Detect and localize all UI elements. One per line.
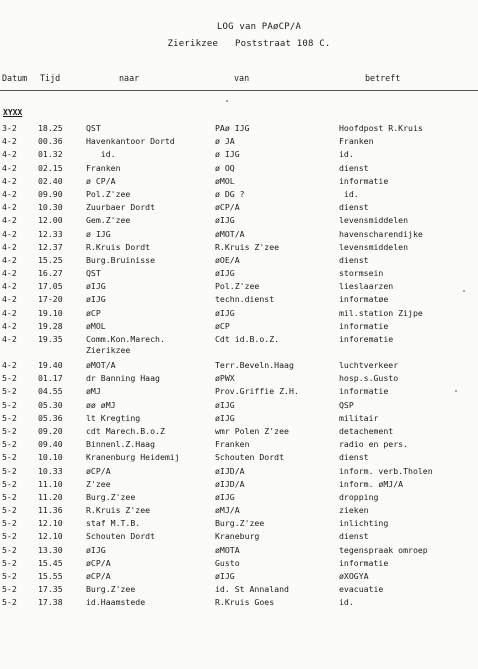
cell-betreft: evacuatie	[339, 584, 384, 595]
cell-van: øIJG	[215, 571, 235, 581]
cell-betreft: havenscharendijke	[339, 228, 423, 239]
cell-datum: 5-2	[2, 478, 17, 489]
cell-datum: 5-2	[2, 439, 17, 450]
cell-tijd: 09.40	[38, 439, 63, 450]
cell-naar: Binnenl.Z.Haag	[86, 439, 156, 450]
cell-naar: øIJG	[86, 294, 106, 305]
cell-naar: Burg.Z'zee	[86, 491, 136, 502]
log-row	[0, 175, 478, 188]
cell-naar: Zuurbaer Dordt	[86, 202, 156, 213]
cell-betreft: informatie	[339, 175, 389, 186]
cell-van: øMJ/A	[215, 505, 240, 516]
cell-naar: øMOL	[86, 320, 106, 331]
cell-naar: ø IJG	[86, 228, 111, 239]
cell-betreft: levensmiddelen	[339, 215, 409, 226]
cell-datum: 3-2	[2, 123, 17, 133]
cell-tijd: 12.10	[38, 518, 63, 529]
cell-datum: 5-2	[2, 531, 17, 542]
cell-van: wmr Polen Z'zee	[215, 425, 289, 436]
column-header-van: van	[234, 73, 250, 83]
cell-betreft: informatøe	[339, 294, 389, 305]
cell-tijd: 19.35	[38, 334, 63, 344]
cell-betreft: dienst	[339, 254, 369, 265]
cell-van: øCP/A	[215, 202, 240, 213]
cell-van: øOE/A	[215, 254, 240, 265]
cell-naar: dr Banning Haag	[86, 373, 160, 384]
cell-betreft: dienst	[339, 531, 369, 542]
cell-datum: 5-2	[2, 491, 17, 502]
cell-datum: 5-2	[2, 373, 17, 384]
cell-tijd: 13.30	[38, 544, 63, 555]
cell-betreft: hosp.s.Gusto	[339, 373, 399, 384]
cell-van: øMOT/A	[215, 228, 245, 239]
cell-datum: 5-2	[2, 452, 17, 463]
cell-naar: Burg.Z'zee	[86, 584, 136, 595]
cell-tijd: 12.37	[38, 241, 63, 252]
cell-betreft: radio en pers.	[339, 439, 409, 450]
column-header-betreft: betreft	[365, 73, 401, 83]
cell-betreft: inform. øMJ/A	[339, 478, 404, 489]
cell-van: R.Kruis Z'zee	[215, 241, 280, 252]
cell-tijd: 15.25	[38, 254, 63, 265]
log-row	[0, 596, 478, 609]
cell-datum: 4-2	[2, 294, 17, 305]
cell-betreft: levensmiddelen	[339, 241, 409, 252]
cell-van: techn.dienst	[215, 294, 275, 305]
cell-betreft: zieken	[339, 505, 369, 516]
cell-naar: Gem.Z'zee	[86, 215, 131, 226]
cell-betreft: id.	[339, 188, 359, 199]
cell-naar: Burg.Bruinisse	[86, 254, 156, 265]
cell-naar: id.Haamstede	[86, 597, 146, 608]
cell-datum: 5-2	[2, 518, 17, 529]
cell-tijd: 12.33	[38, 228, 63, 239]
cell-datum: 4-2	[2, 307, 17, 318]
cell-tijd: 10.33	[38, 465, 63, 476]
cell-van: Gusto	[215, 557, 240, 568]
cell-datum: 5-2	[2, 597, 17, 608]
cell-betreft: Franken	[339, 136, 374, 147]
cell-van: øIJG	[215, 491, 235, 502]
log-row	[0, 557, 478, 570]
cell-naar: øCP	[86, 307, 101, 318]
cell-datum: 5-2	[2, 412, 17, 423]
log-row	[0, 254, 478, 267]
cell-van: Franken	[215, 439, 250, 450]
cell-datum: 4-2	[2, 281, 17, 292]
cell-naar: Kranenburg Heidemij	[86, 452, 180, 463]
log-row	[0, 530, 478, 543]
cell-datum: 4-2	[2, 254, 17, 265]
cell-datum: 4-2	[2, 320, 17, 331]
cell-tijd: 17.38	[38, 597, 63, 608]
column-header-tijd: Tijd	[40, 73, 61, 83]
cell-datum: 4-2	[2, 241, 17, 252]
log-title: LOG van PAøCP/A	[216, 22, 302, 32]
cell-tijd: 09.90	[38, 188, 63, 199]
log-rows	[0, 122, 478, 610]
cell-tijd: 12.10	[38, 531, 63, 542]
cell-naar: Schouten Dordt	[86, 531, 156, 542]
cell-tijd: 19.28	[38, 320, 63, 331]
cell-tijd: 17.35	[38, 584, 63, 595]
cell-van: øIJD/A	[215, 465, 245, 476]
cell-naar: øø øMJ	[86, 399, 116, 410]
cell-datum: 4-2	[2, 149, 17, 160]
cell-betreft: Hoofdpost R.Kruis	[339, 123, 423, 133]
cell-naar: øIJG	[86, 544, 106, 555]
cell-naar-line2: Zierikzee	[86, 345, 131, 355]
cell-van: øCP	[215, 320, 230, 331]
log-row	[0, 544, 478, 557]
cell-betreft: detachement	[339, 425, 394, 436]
cell-betreft: informatie	[339, 386, 389, 397]
cell-betreft: dienst	[339, 452, 369, 463]
cell-tijd: 18.25	[38, 123, 63, 133]
log-row	[0, 135, 478, 148]
log-row	[0, 451, 478, 464]
log-row	[0, 570, 478, 583]
cell-naar: Comm.Kon.Marech.	[86, 334, 165, 344]
cell-naar: øCP/A	[86, 465, 111, 476]
cell-naar: QST	[86, 268, 101, 279]
log-row	[0, 201, 478, 214]
cell-van: Terr.Beveln.Haag	[215, 360, 294, 370]
cell-datum: 5-2	[2, 557, 17, 568]
cell-van: øIJG	[215, 399, 235, 410]
cell-datum: 4-2	[2, 202, 17, 213]
log-row	[0, 122, 478, 135]
cell-tijd: 19.10	[38, 307, 63, 318]
cell-naar: Pol.Z'zee	[86, 188, 131, 199]
log-address: Zierikzee Poststraat 108 C.	[167, 39, 331, 49]
cell-tijd: 15.55	[38, 571, 63, 581]
cell-betreft: informatie	[339, 320, 389, 331]
cell-van: Prov.Griffie Z.H.	[215, 386, 299, 397]
cell-van: øIJG	[215, 307, 235, 318]
cell-tijd: 19.40	[38, 360, 63, 370]
cell-betreft: lieslaarzen	[339, 281, 394, 292]
cell-datum: 5-2	[2, 425, 17, 436]
cell-datum: 5-2	[2, 584, 17, 595]
cell-tijd: 10.30	[38, 202, 63, 213]
cell-van: øIJG	[215, 268, 235, 279]
log-row	[0, 148, 478, 161]
cell-van: Cdt id.B.o.Z.	[215, 334, 280, 344]
log-row	[0, 517, 478, 530]
cell-van: PAø IJG	[215, 123, 250, 133]
cell-datum: 5-2	[2, 399, 17, 410]
cell-betreft: luchtverkeer	[339, 360, 399, 370]
log-row	[0, 438, 478, 451]
cell-tijd: 05.30	[38, 399, 63, 410]
cell-naar: lt Kregting	[86, 412, 141, 423]
cell-datum: 4-2	[2, 188, 17, 199]
cell-tijd: 11.20	[38, 491, 63, 502]
cell-van: ø DG ?	[215, 188, 245, 199]
log-row	[0, 372, 478, 385]
cell-betreft: inforematie	[339, 334, 394, 344]
log-row	[0, 333, 478, 359]
log-row	[0, 267, 478, 280]
cell-tijd: 02.40	[38, 175, 63, 186]
cell-tijd: 00.36	[38, 136, 63, 147]
cell-naar: QST	[86, 123, 101, 133]
cell-naar: cdt Marech.B.o.Z	[86, 425, 165, 436]
cell-naar: Z'zee	[86, 478, 111, 489]
log-row	[0, 491, 478, 504]
cell-naar: R.Kruis Dordt	[86, 241, 151, 252]
cell-datum: 5-2	[2, 571, 17, 581]
log-row	[0, 320, 478, 333]
cell-naar: id.	[86, 149, 116, 160]
cell-betreft: id.	[339, 149, 354, 160]
cell-van: øIJG	[215, 215, 235, 226]
cell-naar: staf M.T.B.	[86, 518, 141, 529]
log-row	[0, 425, 478, 438]
cell-tijd: 05.36	[38, 412, 63, 423]
log-row	[0, 412, 478, 425]
paper-speck	[463, 290, 465, 292]
log-row	[0, 241, 478, 254]
cell-betreft: stormsein	[339, 268, 384, 279]
cell-tijd: 11.10	[38, 478, 63, 489]
cell-naar: ø CP/A	[86, 175, 116, 186]
cell-datum: 4-2	[2, 334, 17, 344]
cell-tijd: 15.45	[38, 557, 63, 568]
log-row	[0, 504, 478, 517]
cell-van: ø OQ	[215, 162, 235, 173]
cell-naar: Franken	[86, 162, 121, 173]
cell-tijd: 17-20	[38, 294, 63, 305]
log-row	[0, 188, 478, 201]
cell-naar: øMJ	[86, 386, 101, 397]
log-row	[0, 162, 478, 175]
log-row	[0, 359, 478, 372]
cell-betreft: id.	[339, 597, 354, 608]
cell-naar: R.Kruis Z'zee	[86, 505, 151, 516]
cell-van: Kraneburg	[215, 531, 260, 542]
cell-naar: øCP/A	[86, 571, 111, 581]
column-header-datum: Datum	[2, 73, 28, 83]
cell-betreft: øXOGYA	[339, 571, 369, 581]
log-row	[0, 465, 478, 478]
cell-datum: 4-2	[2, 136, 17, 147]
cell-tijd: 04.55	[38, 386, 63, 397]
cell-naar: Havenkantoor Dortd	[86, 136, 175, 147]
cell-naar: øMOT/A	[86, 360, 116, 370]
cell-datum: 5-2	[2, 465, 17, 476]
log-row	[0, 307, 478, 320]
cell-tijd: 16.27	[38, 268, 63, 279]
log-row	[0, 583, 478, 596]
cell-tijd: 02.15	[38, 162, 63, 173]
cell-datum: 4-2	[2, 175, 17, 186]
log-row	[0, 280, 478, 293]
cell-tijd: 01.32	[38, 149, 63, 160]
cell-datum: 4-2	[2, 215, 17, 226]
log-row	[0, 385, 478, 398]
log-row	[0, 214, 478, 227]
cell-betreft: QSP	[339, 399, 354, 410]
paper-speck	[226, 100, 228, 102]
cell-van: øIJG	[215, 412, 235, 423]
cell-betreft: inform. verb.Tholen	[339, 465, 433, 476]
cell-tijd: 11.36	[38, 505, 63, 516]
cell-betreft: tegenspraak omroep	[339, 544, 428, 555]
log-row	[0, 478, 478, 491]
paper-speck	[455, 390, 457, 392]
cell-van: øPWX	[215, 373, 235, 384]
cell-betreft: dienst	[339, 202, 369, 213]
cell-van: Schouten Dordt	[215, 452, 285, 463]
cell-betreft: militair	[339, 412, 379, 423]
cell-betreft: dropping	[339, 491, 379, 502]
cell-datum: 4-2	[2, 228, 17, 239]
cell-tijd: 01.17	[38, 373, 63, 384]
cell-van: R.Kruis Goes	[215, 597, 275, 608]
cell-tijd: 17.05	[38, 281, 63, 292]
cell-van: ø IJG	[215, 149, 240, 160]
cell-betreft: mil.station Zijpe	[339, 307, 423, 318]
cell-van: ø JA	[215, 136, 235, 147]
cell-datum: 5-2	[2, 544, 17, 555]
column-header-naar: naar	[119, 73, 140, 83]
cell-tijd: 10.10	[38, 452, 63, 463]
cell-datum: 4-2	[2, 162, 17, 173]
cell-betreft: dienst	[339, 162, 369, 173]
log-row	[0, 399, 478, 412]
cell-van: øIJD/A	[215, 478, 245, 489]
cell-datum: 4-2	[2, 360, 17, 370]
cell-van: Pol.Z'zee	[215, 281, 260, 292]
header-rule	[0, 90, 478, 91]
cell-naar: øCP/A	[86, 557, 111, 568]
cell-van: øMOTA	[215, 544, 240, 555]
section-mark: XYXX	[3, 108, 23, 117]
cell-naar: øIJG	[86, 281, 106, 292]
cell-datum: 5-2	[2, 386, 17, 397]
cell-van: Burg.Z'zee	[215, 518, 265, 529]
cell-datum: 5-2	[2, 505, 17, 516]
cell-van: øMOL	[215, 175, 235, 186]
cell-tijd: 12.00	[38, 215, 63, 226]
cell-betreft: inlichting	[339, 518, 389, 529]
log-row	[0, 228, 478, 241]
cell-betreft: informatie	[339, 557, 389, 568]
cell-van: id. St Annaland	[215, 584, 289, 595]
log-row	[0, 293, 478, 306]
cell-datum: 4-2	[2, 268, 17, 279]
cell-tijd: 09.20	[38, 425, 63, 436]
